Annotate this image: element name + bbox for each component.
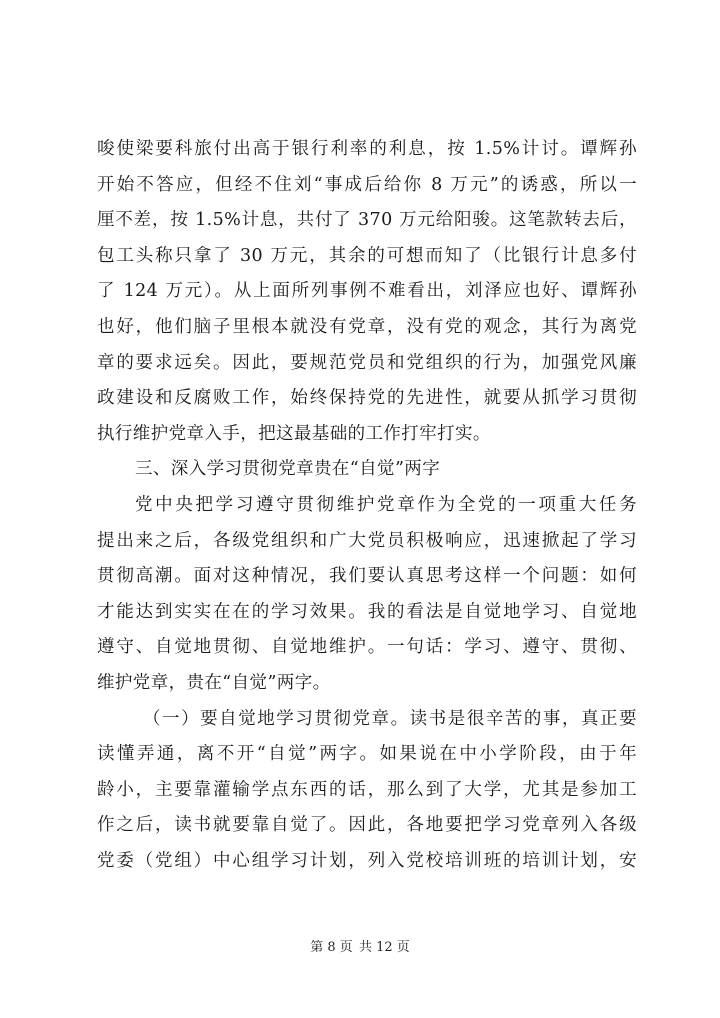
text-line: 厘不差，按 1.5%计息，共付了 370 万元给阳骏。这笔款转去后，	[97, 210, 637, 231]
heading-line: 三、深入学习贯彻党章贵在“自觉”两字	[135, 459, 441, 480]
text-line: 唆使梁要科旅付出高于银行利率的利息，按 1.5%计讨。谭辉孙	[97, 139, 637, 159]
text-line: 开始不答应，但经不住刘“事成后给你 8 万元”的诱惑，所以一	[97, 174, 637, 195]
text-line: 提出来之后，各级党组织和广大党员积极响应，迅速掀起了学习	[97, 530, 637, 551]
paragraph-case-conclusion	[97, 132, 637, 452]
text-line: 贯彻高潮。面对这种情况，我们要认真思考这样一个问题：如何	[97, 566, 637, 587]
text-line: 维护党章，贵在“自觉”两字。	[97, 672, 331, 693]
paragraph-self-awareness	[97, 488, 637, 702]
text-line: 党中央把学习遵守贯彻维护党章作为全党的一项重大任务	[135, 494, 637, 515]
section-heading	[97, 452, 637, 488]
text-line: 政建设和反腐败工作，始终保持党的先进性，就要从抓学习贯彻	[97, 388, 637, 409]
text-line: 了 124 万元）。从上面所列事例不难看出，刘泽应也好、谭辉孙	[97, 281, 637, 302]
text-line: 龄小，主要靠灌输学点东西的话，那么到了大学，尤其是参加工	[97, 779, 637, 800]
page-total: 共 12 页	[358, 940, 410, 955]
text-line: 才能达到实实在在的学习效果。我的看法是自觉地学习、自觉地	[97, 601, 637, 622]
text-line: 执行维护党章入手，把这最基础的工作打牢打实。	[97, 423, 491, 444]
paragraph-study-charter	[97, 702, 637, 880]
text-line: 遵守、自觉地贯彻、自觉地维护。一句话：学习、遵守、贯彻、	[97, 637, 637, 658]
text-line: 也好，他们脑子里根本就没有党章，没有党的观念，其行为离党	[97, 316, 637, 337]
text-line: 读懂弄通，离不开“自觉”两字。如果说在中小学阶段，由于年	[97, 744, 637, 765]
text-line: 章的要求远矣。因此，要规范党员和党组织的行为，加强党风廉	[97, 352, 637, 373]
text-line: 党委（党组）中心组学习计划，列入党校培训班的培训计划，安	[97, 850, 637, 871]
text-line: 包工头称只拿了 30 万元，其余的可想而知了（比银行计息多付	[97, 245, 637, 266]
document-body	[97, 132, 637, 879]
page-number: 第 8 页	[310, 940, 353, 955]
page-footer	[0, 936, 720, 955]
text-line: （一）要自觉地学习贯彻党章。读书是很辛苦的事，真正要	[143, 708, 637, 729]
text-line: 作之后，读书就要靠自觉了。因此，各地要把学习党章列入各级	[97, 815, 637, 836]
